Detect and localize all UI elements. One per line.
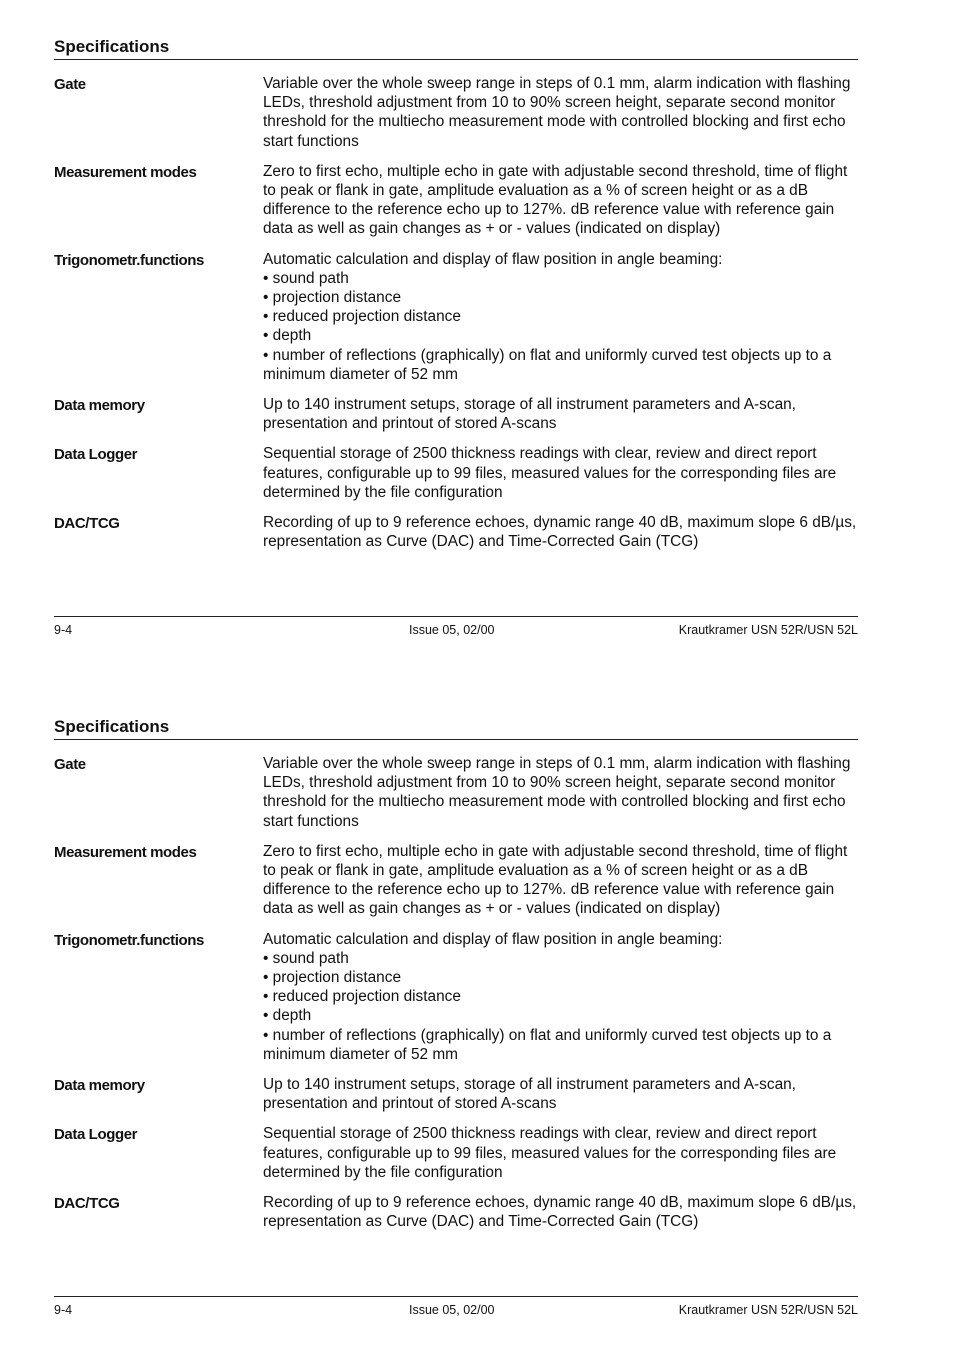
spec-value <box>263 842 858 919</box>
issue-info: Issue 05, 02/00 <box>409 1303 495 1317</box>
spec-list <box>54 74 858 562</box>
spec-row-measurement-modes <box>54 842 858 919</box>
page-number: 9-4 <box>54 1303 73 1317</box>
spec-label: Data Logger <box>54 446 138 464</box>
bullet-list <box>263 269 858 384</box>
bullet-item: • sound path <box>263 269 349 287</box>
spec-value <box>263 395 858 433</box>
spec-text: Automatic calculation and display of flaw position in angle beaming: <box>263 250 723 268</box>
spec-text: Sequential storage of 2500 thickness readings with clear, review and direct report features, configurable up to 99 files, measured values for the corresponding files are determined by the file configuration <box>263 1125 837 1181</box>
spec-value <box>263 1193 858 1231</box>
spec-row-dac-tcg <box>54 1193 858 1231</box>
spec-row-data-logger <box>54 444 858 502</box>
spec-label: Data memory <box>54 397 145 415</box>
spec-row-trigonometric-functions <box>54 250 858 384</box>
spec-row-data-memory <box>54 1075 858 1113</box>
spec-value <box>263 1075 858 1113</box>
product-name: Krautkramer USN 52R/USN 52L <box>678 1303 858 1317</box>
bullet-item: • depth <box>263 327 312 345</box>
page-title: Specifications <box>54 37 170 56</box>
bullet-item: • number of reflections (graphically) on flat and uniformly curved test objects up to a minimum diameter of 52 mm <box>263 1026 832 1063</box>
spec-row-data-logger <box>54 1124 858 1182</box>
spec-value <box>263 162 858 239</box>
spec-value <box>263 74 858 151</box>
spec-text: Recording of up to 9 reference echoes, dynamic range 40 dB, maximum slope 6 dB/µs, representation as Curve (DAC) and Time-Corrected Gain (TCG) <box>263 1194 857 1231</box>
spec-label: Measurement modes <box>54 843 197 861</box>
spec-text: Recording of up to 9 reference echoes, dynamic range 40 dB, maximum slope 6 dB/µs, representation as Curve (DAC) and Time-Corrected Gain (TCG) <box>263 514 857 551</box>
spec-row-trigonometric-functions <box>54 930 858 1064</box>
spec-value <box>263 1124 858 1182</box>
spec-label: Measurement modes <box>54 163 197 181</box>
spec-label: Gate <box>54 76 86 93</box>
footer-rule <box>54 616 858 617</box>
spec-text: Variable over the whole sweep range in steps of 0.1 mm, alarm indication with flashing LEDs, threshold adjustment from 10 to 90% screen height, separate second monitor threshold for the multiecho measurement mode with controlled blocking and first echo start functions <box>263 755 851 830</box>
page-title: Specifications <box>54 717 170 736</box>
bullet-item: • number of reflections (graphically) on flat and uniformly curved test objects up to a minimum diameter of 52 mm <box>263 346 832 383</box>
spec-value <box>263 513 858 551</box>
bullet-item: • reduced projection distance <box>263 308 461 326</box>
spec-text: Up to 140 instrument setups, storage of all instrument parameters and A-scan, presentation and printout of stored A-scans <box>263 1076 796 1113</box>
bullet-item: • depth <box>263 1007 312 1025</box>
document-page <box>0 0 954 675</box>
bullet-item: • sound path <box>263 949 349 967</box>
spec-row-gate <box>54 754 858 831</box>
document-page <box>0 680 954 1355</box>
spec-text: Up to 140 instrument setups, storage of all instrument parameters and A-scan, presentation and printout of stored A-scans <box>263 396 796 433</box>
spec-row-gate <box>54 74 858 151</box>
spec-label: Trigonometr.functions <box>54 931 204 949</box>
spec-text: Zero to first echo, multiple echo in gate with adjustable second threshold, time of flight to peak or flank in gate, amplitude evaluation as a % of screen height or as a dB difference to the reference echo up to 127%. dB reference value with reference gain data as well as gain changes as + or - values (indicated on display) <box>263 162 848 238</box>
header-rule <box>54 739 858 740</box>
spec-label: Data memory <box>54 1077 145 1095</box>
header-rule <box>54 59 858 60</box>
bullet-item: • projection distance <box>263 969 401 987</box>
spec-row-measurement-modes <box>54 162 858 239</box>
bullet-item: • reduced projection distance <box>263 988 461 1006</box>
spec-row-data-memory <box>54 395 858 433</box>
spec-label: Gate <box>54 756 86 773</box>
spec-value <box>263 930 858 1064</box>
product-name: Krautkramer USN 52R/USN 52L <box>678 623 858 637</box>
spec-row-dac-tcg <box>54 513 858 551</box>
bullet-list <box>263 949 858 1064</box>
spec-text: Variable over the whole sweep range in steps of 0.1 mm, alarm indication with flashing LEDs, threshold adjustment from 10 to 90% screen height, separate second monitor threshold for the multiecho measurement mode with controlled blocking and first echo start functions <box>263 75 851 150</box>
spec-label: Data Logger <box>54 1126 138 1144</box>
spec-value <box>263 444 858 502</box>
spec-text: Sequential storage of 2500 thickness readings with clear, review and direct report features, configurable up to 99 files, measured values for the corresponding files are determined by the file configuration <box>263 445 837 501</box>
spec-label: DAC/TCG <box>54 515 120 533</box>
footer-rule <box>54 1296 858 1297</box>
spec-text: Zero to first echo, multiple echo in gate with adjustable second threshold, time of flight to peak or flank in gate, amplitude evaluation as a % of screen height or as a dB difference to the reference echo up to 127%. dB reference value with reference gain data as well as gain changes as + or - values (indicated on display) <box>263 842 848 918</box>
spec-value <box>263 250 858 384</box>
bullet-item: • projection distance <box>263 289 401 307</box>
spec-label: DAC/TCG <box>54 1195 120 1213</box>
spec-value <box>263 754 858 831</box>
spec-list <box>54 754 858 1242</box>
spec-text: Automatic calculation and display of flaw position in angle beaming: <box>263 930 723 948</box>
spec-label: Trigonometr.functions <box>54 251 204 269</box>
issue-info: Issue 05, 02/00 <box>409 623 495 637</box>
page-number: 9-4 <box>54 623 73 637</box>
